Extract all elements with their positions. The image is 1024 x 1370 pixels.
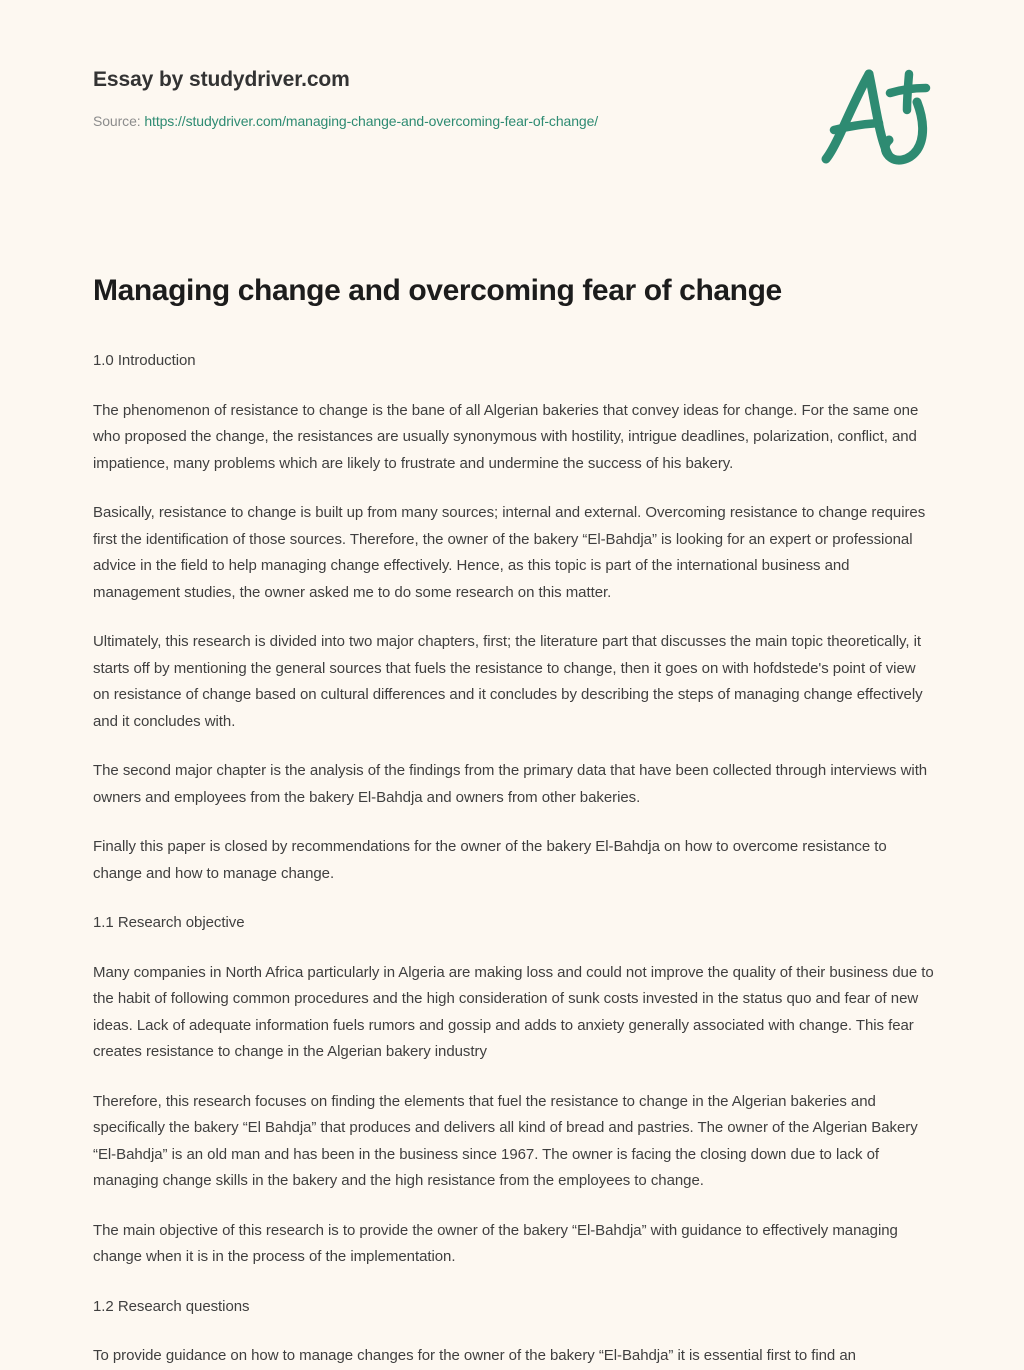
article-paragraph: Therefore, this research focuses on finding the elements that fuel the resistance to change in the Algerian bakeries and specifically the bakery “El Bahdja” that produces and delivers all kind of bread and pastries. The owner of the Algerian Bakery “El-Bahdja” is an old man and has been in the business since 1967. The owner is facing the closing down due to lack of managing change skills in the bakery and the high resistance from the employees to change. — [93, 1092, 918, 1189]
article-paragraph: Many companies in North Africa particularly in Algeria are making loss and could not improve the quality of their business due to the habit of following common procedures and the high consideration of sunk costs invested in the status quo and fear of new ideas. Lack of adequate information fuels rumors and gossip and adds to anxiety generally associated with change. This fear creates resistance to change in the Algerian bakery industry — [93, 963, 934, 1060]
studydriver-a-plus-logo[interactable] — [812, 58, 938, 174]
section-heading: 1.2 Research questions — [93, 1297, 250, 1315]
article-body — [93, 348, 936, 1370]
source-label: Source: — [93, 113, 141, 129]
page-header — [0, 0, 1024, 190]
page-title: Managing change and overcoming fear of change — [93, 274, 782, 308]
article-paragraph: Finally this paper is closed by recommendations for the owner of the bakery El-Bahdja on how to overcome resistance to change and how to manage change. — [93, 838, 887, 882]
a-plus-icon — [812, 58, 938, 174]
article-paragraph: To provide guidance on how to manage changes for the owner of the bakery “El-Bahdja” it is essential first to find an — [93, 1347, 856, 1364]
section-heading: 1.0 Introduction — [93, 352, 196, 369]
article-paragraph: The second major chapter is the analysis of the findings from the primary data that have been collected through interviews with owners and employees from the bakery El-Bahdja and owners from other bakeries. — [93, 762, 928, 806]
article-paragraph: Ultimately, this research is divided into two major chapters, first; the literature part that discusses the main topic theoretically, it starts off by mentioning the general sources that fuels the resistance to change, then it goes on with hofdstede's point of view on resistance of change based on cultural differences and it concludes by describing the steps of managing change effectively and it concludes with. — [93, 633, 923, 730]
article-paragraph: Basically, resistance to change is built up from many sources; internal and external. Overcoming resistance to change requires first the identification of those sources. Therefore, the owner of the bakery “El-Bahdja” is looking for an expert or professional advice in the field to help managing change effectively. Hence, as this topic is part of the international business and management studies, the owner asked me to do some research on this matter. — [93, 504, 926, 601]
section-heading: 1.1 Research objective — [93, 914, 245, 931]
essay-by-label: Essay by studydriver.com — [93, 68, 350, 91]
source-line — [93, 111, 793, 131]
article-paragraph: The main objective of this research is to provide the owner of the bakery “El-Bahdja” with guidance to effectively managing change when it is in the process of the implementation. — [93, 1221, 898, 1265]
article-paragraph: The phenomenon of resistance to change is the bane of all Algerian bakeries that convey ideas for change. For the same one who proposed the change, the resistances are usually synonymous with hostility, intrigue deadlines, polarization, conflict, and impatience, many problems which are likely to frustrate and undermine the success of his bakery. — [93, 401, 919, 472]
header-text-block — [93, 66, 793, 131]
source-url-link[interactable]: https://studydriver.com/managing-change-and-overcoming-fear-of-change/ — [144, 113, 599, 129]
